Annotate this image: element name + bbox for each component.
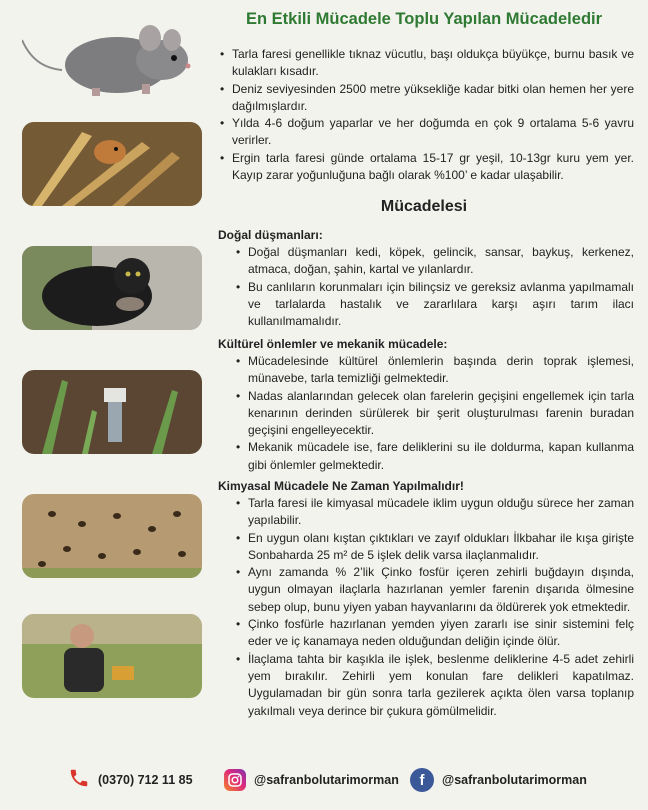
- phone-icon: [68, 767, 90, 794]
- instagram-icon: [224, 769, 246, 791]
- mouse-photo: [22, 10, 202, 104]
- instagram-handle: @safranbolutarimorman: [254, 773, 399, 787]
- field-trap-photo: [22, 370, 202, 454]
- phone-contact[interactable]: [68, 764, 193, 796]
- cat-with-mouse-photo: [22, 246, 202, 330]
- harvest-mouse-wheat-photo: [22, 122, 202, 206]
- page-title: En Etkili Mücadele Toplu Yapılan Mücadeledir: [245, 10, 603, 28]
- chemical-control-heading: Kimyasal Mücadele Ne Zaman Yapılmalıdır!: [218, 479, 464, 493]
- list-item: • Çinko fosfürle hazırlanan yemden yiyen zararlı ise sinir sistemini felç eder ve iç kanamaya neden olduğundan deliğin içinde ölür.: [230, 616, 634, 651]
- phone-number: (0370) 712 11 85: [98, 773, 193, 787]
- control-heading: Mücadelesi: [380, 198, 468, 215]
- list-item: • Tarla faresi ile kimyasal mücadele iklim uygun olduğu sürece her zaman yapılabilir.: [230, 495, 634, 530]
- list-item: • Doğal düşmanları kedi, köpek, gelincik, sansar, baykuş, kerkenez, atmaca, doğan, şahin, kartal ve yılanlardır.: [230, 244, 634, 279]
- intro-section: [214, 46, 634, 184]
- natural-enemies-heading: Doğal düşmanları:: [218, 228, 323, 242]
- farmer-applying-bait-photo: [22, 614, 202, 698]
- list-item: • Deniz seviyesinden 2500 metre yüksekliğe kadar bitki olan hemen her yere dağılmışlardır.: [214, 81, 634, 116]
- list-item: • Yılda 4-6 doğum yaparlar ve her doğumda en çok 9 ortalama 5-6 yavru verirler.: [214, 115, 634, 150]
- list-item: • Ergin tarla faresi günde ortalama 15-17 gr yeşil, 10-13gr kuru yem yer. Kayıp zarar yoğunluğuna bağlı olarak %100’ e kadar ulaşabilir.: [214, 150, 634, 185]
- chemical-control-section: [230, 495, 634, 720]
- cultural-measures-heading: Kültürel önlemler ve mekanik mücadele:: [218, 337, 448, 351]
- mouse-holes-field-photo: [22, 494, 202, 578]
- list-item: • İlaçlama tahta bir kaşıkla ile işlek, beslenme deliklerine 4-5 adet zehirli yem bırakılır. Zehirli yem konulan fare delikleri kapatılmaz. Uygulamadan bir gün sonra tarla gezilerek açıkta ölen varsa toplanıp yakılmalı veya derince bir çukura gömülmelidir.: [230, 651, 634, 720]
- list-item: • Bu canlıların korunmaları için bilinçsiz ve gereksiz avlanma yapılmamalı ve tarlalarda hastalık ve zararlılara karşı aşırı tarım ilacı kullanılmamalıdır.: [230, 279, 634, 331]
- facebook-contact[interactable]: [410, 764, 587, 796]
- list-item: • Mekanik mücadele ise, fare deliklerini su ile doldurma, kapan kullanma gibi önlemler gelmektedir.: [230, 439, 634, 474]
- facebook-icon: f: [410, 768, 434, 792]
- instagram-contact[interactable]: [224, 764, 399, 796]
- list-item: • En uygun olanı kıştan çıktıkları ve zayıf oldukları İlkbahar ile kışa girişte Sonbaharda 25 m² de 5 işlek delik varsa ilaçlanmalıdır.: [230, 530, 634, 565]
- intro-list: [214, 46, 634, 184]
- list-item: • Mücadelesinde kültürel önlemlerin başında derin toprak işlemesi, münavebe, tarla temizliği gelmektedir.: [230, 353, 634, 388]
- list-item: • Tarla faresi genellikle tıknaz vücutlu, başı oldukça büyükçe, burnu basık ve kulakları kısadır.: [214, 46, 634, 81]
- cultural-measures-section: [230, 353, 634, 474]
- facebook-handle: @safranbolutarimorman: [442, 773, 587, 787]
- list-item: • Aynı zamanda % 2’lik Çinko fosfür içeren zehirli buğdayın dışında, uygun olmayan ilaçlarla hazırlanan yemler farenin dışarıda ölmesine sebep olup, bunu yiyen yaban hayvanlarını da öldürerek yok etmektedir.: [230, 564, 634, 616]
- list-item: • Nadas alanlarından gelecek olan farelerin geçişini engellemek için tarla kenarının derinden sürülerek bir şerit oluşturulması farenin buradan geçişini engelleyecektir.: [230, 388, 634, 440]
- natural-enemies-section: [230, 244, 634, 330]
